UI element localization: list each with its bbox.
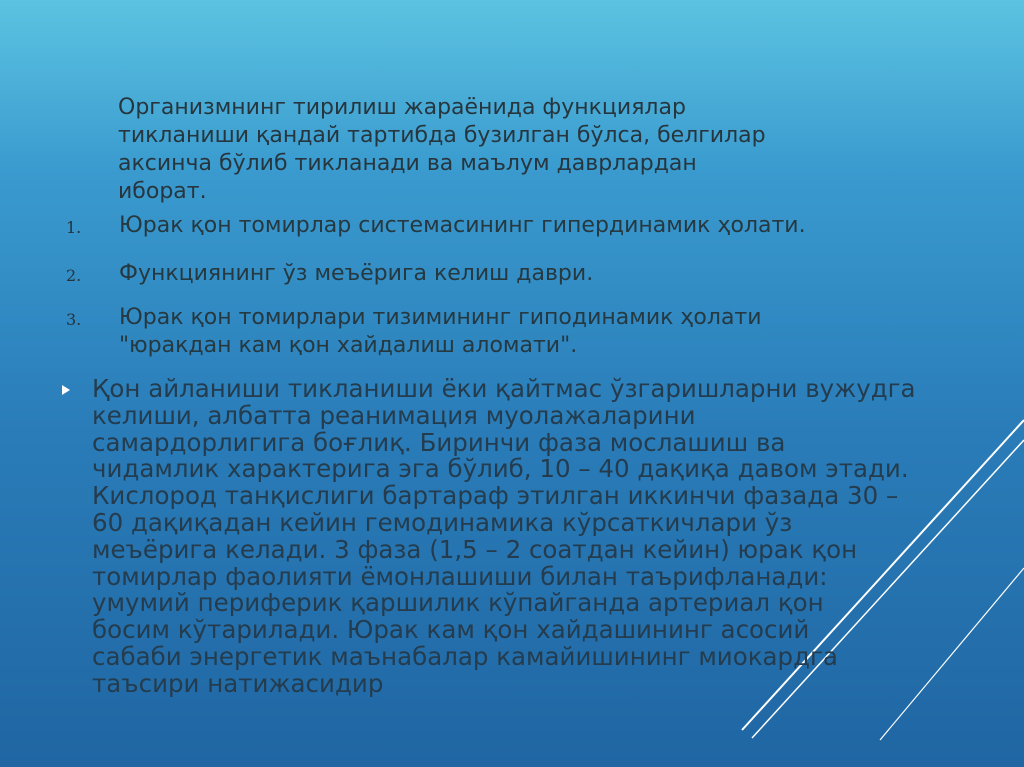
list-item-text <box>119 260 959 288</box>
intro-line: иборат. <box>118 179 207 204</box>
intro-line: тикланиши қандай тартибда бузилган бўлса, белгилар <box>118 123 766 148</box>
list-number: 2. <box>66 266 82 285</box>
bullet-line: сабаби энергетик маънабалар камайишининг миокардга <box>92 641 838 671</box>
list-number: 3. <box>66 310 82 329</box>
intro-line: Организмнинг тирилиш жараёнида функциялар <box>118 95 686 120</box>
bullet-line: босим кўтарилади. Юрак кам қон хайдашининг асосий <box>92 615 810 645</box>
intro-line: аксинча бўлиб тикланади ва маълум даврлардан <box>118 151 697 176</box>
list-item-text <box>119 212 959 240</box>
list-item-line: "юракдан кам қон хайдалиш аломати". <box>119 333 578 358</box>
bullet-line: Кислород танқислиги бартараф этилган иккинчи фазада 30 – <box>92 481 899 511</box>
bullet-text <box>92 376 972 698</box>
bullet-line: Қон айланиши тикланиши ёки қайтмас ўзгаришларни вужудга <box>92 374 916 403</box>
triangle-bullet-icon <box>62 385 70 395</box>
list-item-line: Юрак қон томирлар системасининг гипердинамик ҳолати. <box>119 213 806 238</box>
list-item-line: Юрак қон томирлари тизимининг гиподинамик ҳолати <box>119 305 762 330</box>
list-number: 1. <box>66 218 82 237</box>
bullet-line: умумий периферик қаршилик кўпайганда артериал қон <box>92 588 824 618</box>
list-item-line: Функциянинг ўз меъёрига келиш даври. <box>119 261 594 286</box>
bullet-line: самардорлигига боғлиқ. Биринчи фаза мослашиш ва <box>92 427 786 457</box>
bullet-line: меъёрига келади. 3 фаза (1,5 – 2 соатдан кейин) юрак қон <box>92 534 858 564</box>
list-item-text <box>119 304 959 360</box>
bullet-line: келиши, албатта реанимация муолажаларини <box>92 400 696 430</box>
bullet-line: 60 дақиқадан кейин гемодинамика кўрсаткичлари ўз <box>92 507 793 537</box>
bullet-line: чидамлик характерига эга бўлиб, 10 – 40 дақиқа давом этади. <box>92 454 909 484</box>
bullet-line: томирлар фаолияти ёмонлашиши билан таърифланади: <box>92 561 828 591</box>
intro-paragraph <box>118 94 838 206</box>
bullet-line: таъсири натижасидир <box>92 668 384 698</box>
